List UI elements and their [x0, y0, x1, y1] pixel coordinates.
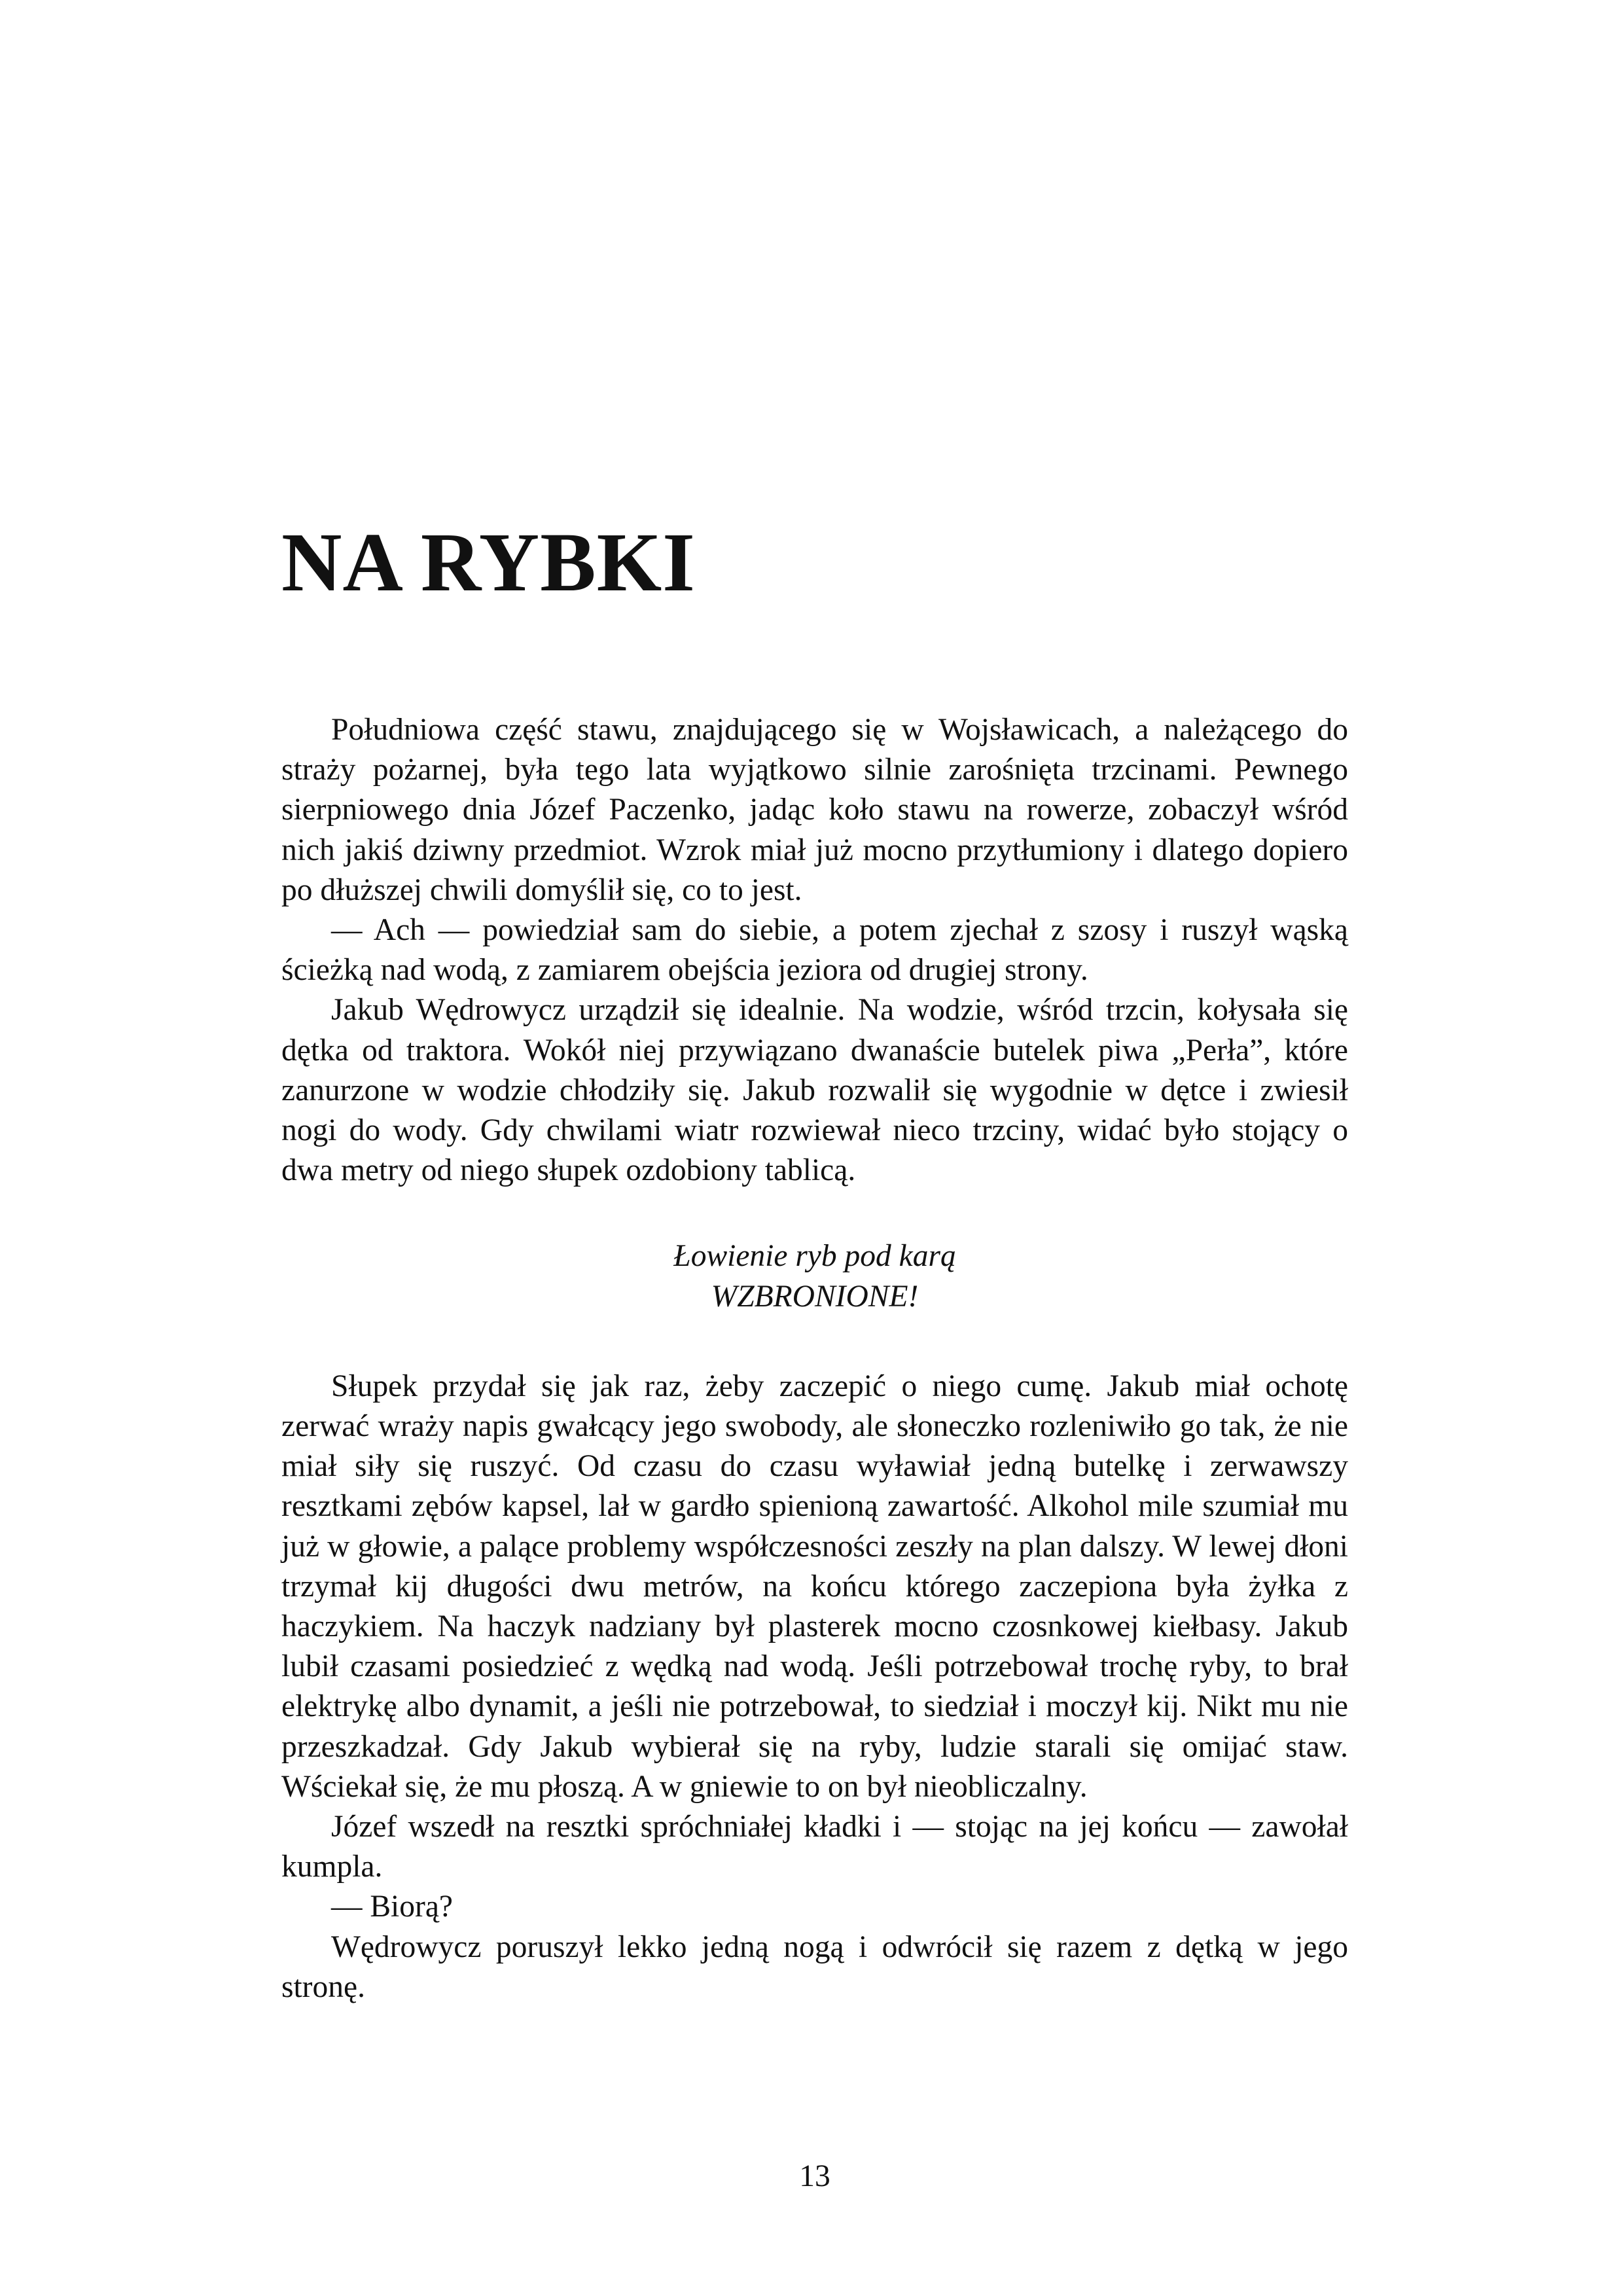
paragraph-1: Południowa część stawu, znajdującego się w Wojsławicach, a należącego do straży pożarnej, była tego lata wyjątkowo silnie zarośnięta trzcinami. Pewnego sierpniowego dnia Józef Paczenko, jadąc koło stawu na rowerze, zobaczył wśród nich jakiś dziwny przedmiot. Wzrok miał już mocno przytłumiony i dlatego dopiero po dłuższej chwili domyślił się, co to jest.	[281, 713, 1348, 907]
paragraph-7: Wędrowycz poruszył lekko jedną nogą i odwrócił się razem z dętką w jego stronę.	[281, 1929, 1348, 2004]
paragraph-2: — Ach — powiedział sam do siebie, a potem zjechał z szosy i ruszył wąską ścieżką nad wodą, z zamiarem obejścia jeziora od drugiej strony.	[281, 913, 1348, 988]
paragraph-3: Jakub Wędrowycz urządził się idealnie. Na wodzie, wśród trzcin, kołysała się dętka od traktora. Wokół niej przywiązano dwanaście butelek piwa „Perła”, które zanurzone w wodzie chłodziły się. Jakub rozwalił się wygodnie w dętce i zwiesił nogi do wody. Gdy chwilami wiatr rozwiewał nieco trzciny, widać było stojący o dwa metry od niego słupek ozdobiony tablicą.	[281, 993, 1348, 1188]
paragraph-5: Józef wszedł na resztki spróchniałej kładki i — stojąc na jej końcu — zawołał kumpla.	[281, 1810, 1348, 1884]
sign-line-2: WZBRONIONE!	[711, 1279, 919, 1314]
page-number: 13	[799, 2159, 830, 2193]
paragraph-6: — Biorą?	[331, 1890, 453, 1924]
sign-line-1: Łowienie ryb pod karą	[673, 1239, 956, 1274]
sign-inscription	[281, 1236, 1348, 1316]
chapter-title: NA RYBKI	[281, 516, 696, 609]
paragraph-4: Słupek przydał się jak raz, żeby zaczepić o niego cumę. Jakub miał ochotę zerwać wraży napis gwałcący jego swobody, ale słoneczko rozleniwiło go tak, że nie miał siły się ruszyć. Od czasu do czasu wyławiał jedną butelkę i zerwawszy resztkami zębów kapsel, lał w gardło spienioną zawartość. Alkohol mile szumiał mu już w głowie, a palące problemy współczesności zeszły na plan dalszy. W lewej dłoni trzymał kij długości dwu metrów, na końcu którego zaczepiona była żyłka z haczykiem. Na haczyk nadziany był plasterek mocno czosnkowej kiełbasy. Jakub lubił czasami posiedzieć z wędką nad wodą. Jeśli potrzebował trochę ryby, to brał elektrykę albo dynamit, a jeśli nie potrzebował, to siedział i moczył kij. Nikt mu nie przeszkadzał. Gdy Jakub wybierał się na ryby, ludzie starali się omijać staw. Wściekał się, że mu płoszą. A w gniewie to on był nieobliczalny.	[281, 1369, 1348, 1804]
book-page	[281, 0, 1348, 2296]
chapter-body	[281, 710, 1348, 2007]
